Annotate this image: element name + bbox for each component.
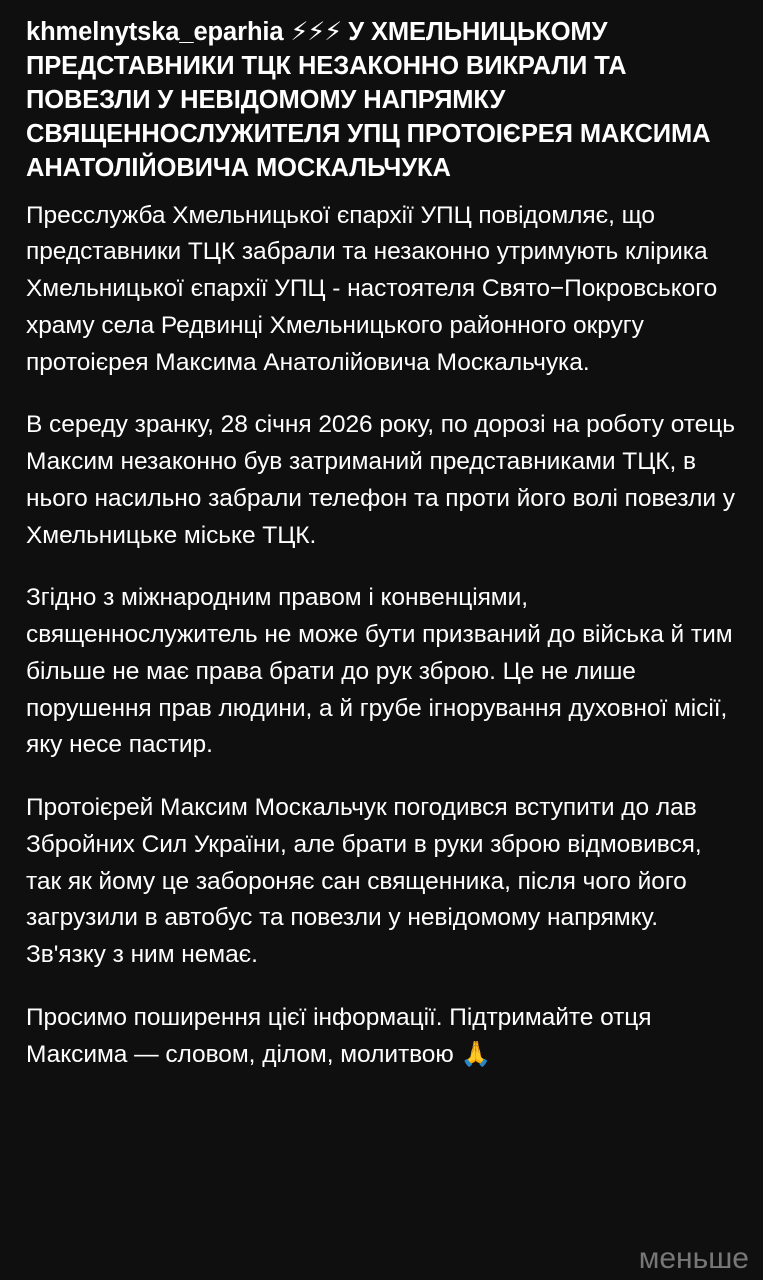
channel-name[interactable]: khmelnytska_eparhia [26,18,284,46]
post-paragraph: Пресслужба Хмельницької єпархії УПЦ повідомляє, що представники ТЦК забрали та незаконно утримують клірика Хмельницької єпархії УПЦ - настоятеля Свято−Покровського храму села Редвинці Хмельницького районного округу протоієрея Максима Анатолійовича Москальчука. [26,201,718,376]
watermark-label: меньше [638,1242,749,1275]
headline-text: У ХМЕЛЬНИЦЬКОМУ ПРЕДСТАВНИКИ ТЦК НЕЗАКОННО ВИКРАЛИ ТА ПОВЕЗЛИ У НЕВІДОМОМУ НАПРЯМКУ СВЯЩЕННОСЛУЖИТЕЛЯ УПЦ ПРОТОІЄРЕЯ МАКСИМА АНАТОЛІЙОВИЧА МОСКАЛЬЧУКА [26,18,711,182]
high-voltage-icon: ⚡⚡⚡ [290,17,342,47]
post-headline [26,16,737,186]
post-paragraph: В середу зранку, 28 січня 2026 року, по дорозі на роботу отець Максим незаконно був затриманий представниками ТЦК, в нього насильно забрали телефон та проти його волі повезли у Хмельницьке міське ТЦК. [26,411,735,549]
post-paragraph: Протоієрей Максим Москальчук погодився вступити до лав Збройних Сил України, але брати в руки зброю відмовився, так як йому це забороняє сан священника, після чого його загрузили в автобус та повезли у невідомому напрямку. Зв'язку з ним немає. [26,794,702,969]
post-paragraph: Просимо поширення цієї інформації. Підтримайте отця Максима — словом, ділом, молитвою 🙏 [26,1003,652,1068]
post-paragraph: Згідно з міжнародним правом і конвенціями, священнослужитель не може бути призваний до війська й тим більше не має права брати до рук зброю. Це не лише порушення прав людини, а й грубе ігнорування духовної місії, яку несе пастир. [26,584,733,759]
